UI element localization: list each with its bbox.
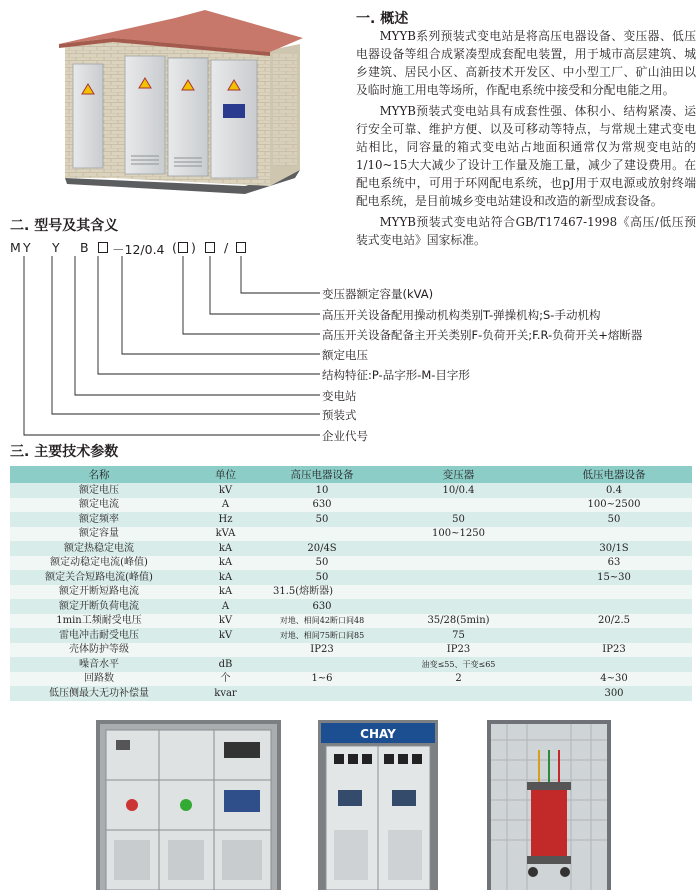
params-cell-hv: 50 <box>263 570 381 585</box>
params-cell-name: 额定电压 <box>10 483 188 498</box>
params-cell-transformer: 50 <box>381 512 536 527</box>
params-heading: 三. 主要技术参数 <box>10 444 119 460</box>
params-cell-name: 额定动稳定电流(峰值) <box>10 556 188 571</box>
model-code-m: M <box>10 240 21 255</box>
params-cell-transformer: 2 <box>381 672 536 687</box>
cabinet-brand-text: CHAY <box>360 727 396 741</box>
params-cell-name: 额定关合短路电流(峰值) <box>10 570 188 585</box>
params-cell-lv: 20/2.5 <box>536 614 692 629</box>
params-row <box>10 498 692 513</box>
model-code-box-switch <box>178 240 188 255</box>
params-cell-transformer: IP23 <box>381 643 536 658</box>
params-cell-transformer <box>381 570 536 585</box>
params-row <box>10 686 692 701</box>
params-row <box>10 599 692 614</box>
model-label-main-switch: 高压开关设备配备主开关类别F-负荷开关;F.R-负荷开关+熔断器 <box>322 328 643 342</box>
params-header-row <box>10 466 692 483</box>
params-header-hv: 高压电器设备 <box>263 466 381 483</box>
params-cell-unit: kV <box>188 483 263 498</box>
params-cell-lv <box>536 599 692 614</box>
params-row <box>10 541 692 556</box>
params-cell-lv: 0.4 <box>536 483 692 498</box>
params-cell-transformer: 75 <box>381 628 536 643</box>
params-header-lv: 低压电器设备 <box>536 466 692 483</box>
model-heading: 二. 型号及其含义 <box>10 218 119 234</box>
params-cell-unit: kA <box>188 585 263 600</box>
params-cell-lv <box>536 657 692 672</box>
params-row <box>10 512 692 527</box>
model-label-company-code: 企业代号 <box>322 429 368 443</box>
params-cell-hv: 50 <box>263 512 381 527</box>
params-cell-name: 额定开断短路电流 <box>10 585 188 600</box>
model-label-rated-voltage: 额定电压 <box>322 348 368 362</box>
params-cell-transformer: 100~1250 <box>381 527 536 542</box>
overview-paragraph: MYYB系列预装式变电站是将高压电器设备、变压器、低压电器设备等组合成紧凑型成套配电装置，用于城市高层建筑、城乡建筑、居民小区、高新技术开发区、中小型工厂、矿山油田以及临时施工用电等场所，作配电系统中接受和分配电能之用。 <box>356 29 696 97</box>
params-row <box>10 527 692 542</box>
params-cell-lv: 100~2500 <box>536 498 692 513</box>
substation-photo <box>55 8 305 196</box>
params-cell-hv: 31.5(熔断器) <box>263 585 381 600</box>
lv-cabinet-photo <box>318 720 438 890</box>
model-label-prefab: 预装式 <box>322 408 357 422</box>
params-cell-hv: 630 <box>263 498 381 513</box>
params-cell-name: 噪音水平 <box>10 657 188 672</box>
params-cell-name: 雷电冲击耐受电压 <box>10 628 188 643</box>
params-cell-hv: 1~6 <box>263 672 381 687</box>
model-label-capacity: 变压器额定容量(kVA) <box>322 287 434 301</box>
model-code-b: B <box>80 240 89 255</box>
params-row <box>10 643 692 658</box>
model-label-substation: 变电站 <box>322 389 357 403</box>
params-cell-lv <box>536 628 692 643</box>
params-cell-lv: 15~30 <box>536 570 692 585</box>
params-cell-name: 额定容量 <box>10 527 188 542</box>
model-code-box-mechanism <box>205 240 215 255</box>
params-cell-unit: A <box>188 599 263 614</box>
params-cell-unit: 个 <box>188 672 263 687</box>
params-cell-unit <box>188 643 263 658</box>
params-cell-transformer <box>381 541 536 556</box>
params-cell-hv <box>263 527 381 542</box>
params-row <box>10 483 692 498</box>
params-row <box>10 585 692 600</box>
overview-paragraph: MYYB预装式变电站具有成套性强、体积小、结构紧凑、运行安全可靠、维护方便、以及可移动等特点，与常规土建式变电站相比，同容量的箱式变电站占地面积通常仅为常规变电站的1/10~15大大减少了设计工作量及施工量，减少了建设费用。在配电系统中，可用于环网配电系统，也pJ用于双电源或放射终端配电系统，是目前城乡变电站建设和改造的新型成套设备。 <box>356 104 696 208</box>
params-cell-lv: 30/1S <box>536 541 692 556</box>
params-cell-unit: kA <box>188 541 263 556</box>
model-label-structure: 结构特征:P-品字形-M-目字形 <box>322 368 470 382</box>
model-code-paren-open: ( <box>172 240 177 255</box>
params-cell-hv: 630 <box>263 599 381 614</box>
overview-paragraph: MYYB预装式变电站符合GB/T17467-1998《高压/低压预装式变电站》国家标准。 <box>356 215 696 247</box>
params-cell-name: 额定开断负荷电流 <box>10 599 188 614</box>
params-cell-lv: 300 <box>536 686 692 701</box>
params-cell-transformer <box>381 556 536 571</box>
params-cell-hv <box>263 686 381 701</box>
hv-switchgear-photo <box>96 720 281 890</box>
params-cell-transformer: 35/28(5min) <box>381 614 536 629</box>
model-code-box-structure <box>98 240 108 255</box>
params-cell-unit: kV <box>188 628 263 643</box>
params-cell-unit: kA <box>188 556 263 571</box>
params-cell-name: 额定热稳定电流 <box>10 541 188 556</box>
params-row <box>10 672 692 687</box>
params-cell-transformer: 10/0.4 <box>381 483 536 498</box>
params-cell-unit: kVA <box>188 527 263 542</box>
params-cell-transformer <box>381 585 536 600</box>
params-cell-unit: kvar <box>188 686 263 701</box>
params-cell-hv: 10 <box>263 483 381 498</box>
params-cell-hv: IP23 <box>263 643 381 658</box>
model-code-slash: / <box>224 240 229 255</box>
params-cell-transformer: 油变≤55、干变≤65 <box>381 657 536 672</box>
params-cell-hv: 对地、相间42断口间48 <box>263 614 381 629</box>
params-cell-lv <box>536 527 692 542</box>
params-row <box>10 570 692 585</box>
params-cell-name: 低压侧最大无功补偿量 <box>10 686 188 701</box>
params-cell-lv <box>536 585 692 600</box>
params-cell-transformer <box>381 686 536 701</box>
transformer-room-photo <box>487 720 611 890</box>
params-cell-name: 1min工频耐受电压 <box>10 614 188 629</box>
model-code-paren-close: ) <box>191 240 196 255</box>
overview-text <box>356 27 696 252</box>
params-table <box>10 466 692 701</box>
params-row <box>10 614 692 629</box>
params-cell-hv: 20/4S <box>263 541 381 556</box>
params-cell-unit: kA <box>188 570 263 585</box>
params-cell-name: 额定频率 <box>10 512 188 527</box>
params-cell-unit: kV <box>188 614 263 629</box>
model-code-y2: Y <box>52 240 60 255</box>
params-cell-unit: A <box>188 498 263 513</box>
params-row <box>10 556 692 571</box>
params-cell-name: 回路数 <box>10 672 188 687</box>
model-code-y1: Y <box>23 240 31 255</box>
params-cell-transformer <box>381 599 536 614</box>
params-cell-hv <box>263 657 381 672</box>
model-label-mechanism: 高压开关设备配用操动机构类别T-弹操机构;S-手动机构 <box>322 308 601 322</box>
params-cell-lv: IP23 <box>536 643 692 658</box>
params-row <box>10 628 692 643</box>
params-cell-hv: 50 <box>263 556 381 571</box>
params-cell-lv: 4~30 <box>536 672 692 687</box>
params-cell-lv: 50 <box>536 512 692 527</box>
overview-heading: 一. 概述 <box>356 11 409 27</box>
params-header-name: 名称 <box>10 466 188 483</box>
model-code-voltage: －12/0.4 <box>112 242 165 257</box>
params-header-unit: 单位 <box>188 466 263 483</box>
params-cell-unit: Hz <box>188 512 263 527</box>
params-row <box>10 657 692 672</box>
params-header-transformer: 变压器 <box>381 466 536 483</box>
params-cell-unit: dB <box>188 657 263 672</box>
params-cell-name: 壳体防护等级 <box>10 643 188 658</box>
params-cell-name: 额定电流 <box>10 498 188 513</box>
params-cell-lv: 63 <box>536 556 692 571</box>
params-cell-transformer <box>381 498 536 513</box>
model-code-box-capacity <box>236 240 246 255</box>
params-cell-hv: 对地、相间75断口间85 <box>263 628 381 643</box>
